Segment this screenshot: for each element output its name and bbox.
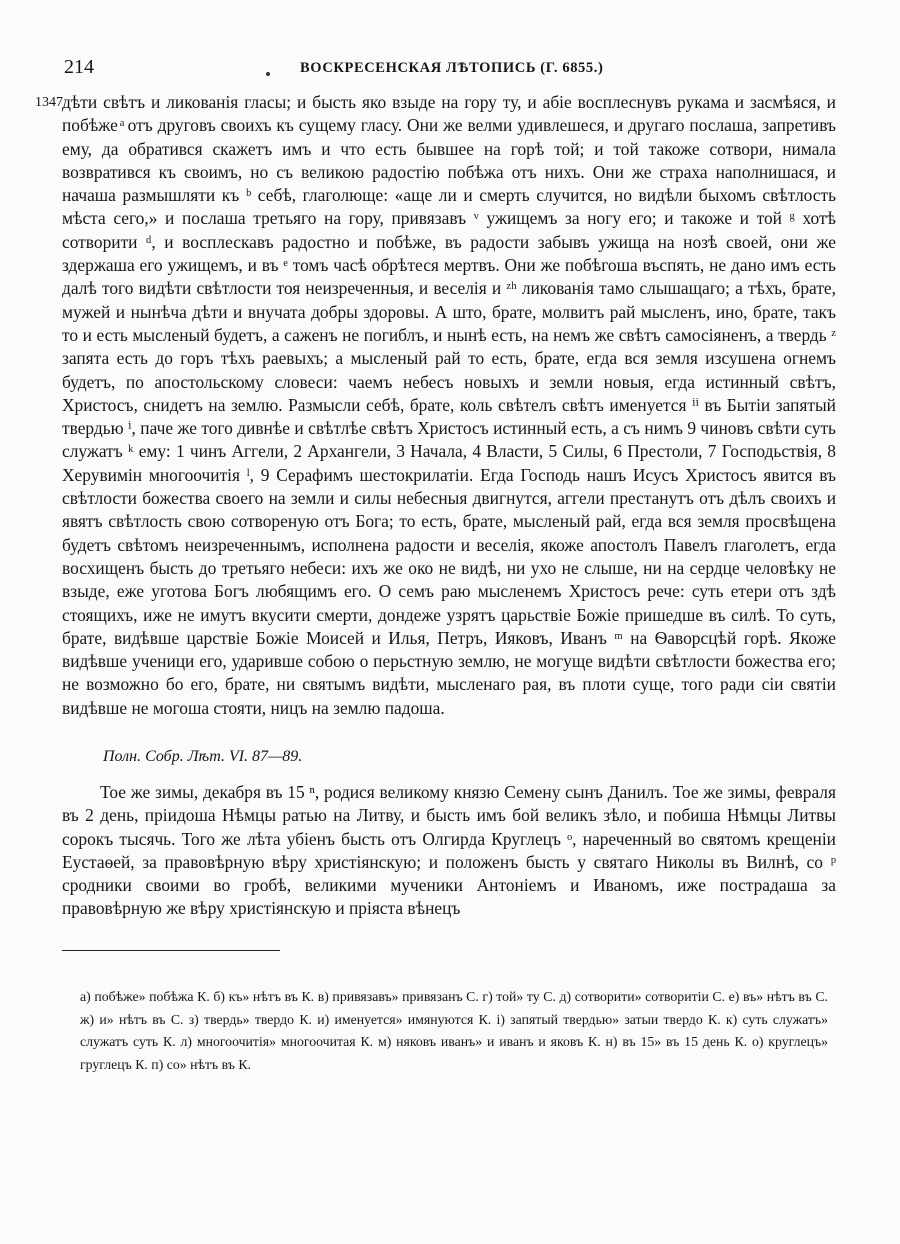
header-dot bbox=[266, 72, 270, 76]
source-citation: Полн. Собр. Лѣт. VI. 87—89. bbox=[103, 748, 303, 765]
footnotes: а) побѣже» побѣжа К. б) къ» нѣтъ въ К. в) привязавъ» привязанъ С. г) той» ту С. д) сотворити» сотворитіи С. е) въ» нѣтъ въ С. ж) и» нѣтъ въ С. з) твердь» твердо К. и) именуется» имянуются К. і) запятый твердью» затыи твердо К. к) суть служатъ» служатъ суть К. л) многоочитія» многоочитая К. м) няковъ иванъ» и иванъ и яковъ К. н) въ 15» въ 15 день К. о) круглецъ» груглецъ К. п) со» нѣтъ въ К. bbox=[80, 989, 828, 1072]
main-text bbox=[62, 91, 836, 720]
running-title: ВОСКРЕСЕНСКАЯ ЛѢТОПИСЬ (Г. 6855.) bbox=[300, 60, 604, 76]
second-text bbox=[62, 781, 836, 921]
second-paragraph: Тое же зимы, декабря въ 15 ⁿ, родися великому князю Семену сынъ Данилъ. Тое же зимы, февраля въ 2 день, пріидоша Нѣмцы ратью на Литву, и бысть имъ бой великъ зѣло, и побиша Нѣмцы Литвы сорокъ тысячь. Того же лѣта убіенъ бысть отъ Олгирда Круглецъ ᵒ, нареченный во святомъ крещеніи Еустаѳей, за правовѣрную вѣру христіянскую; и положенъ бысть у святаго Николы въ Вилнѣ, со ᵖ сродники своими во гробѣ, великими мученики Антоніемъ и Иваномъ, иже пострадаша за правовѣрную же вѣру христіянскую и пріяста вѣнецъ bbox=[62, 782, 836, 919]
year-marker: 1347 bbox=[35, 95, 63, 110]
page-number: 214 bbox=[64, 56, 94, 78]
footnote-divider bbox=[62, 950, 280, 951]
main-paragraph: дѣти свѣтъ и ликованія гласы; и бысть яко взыде на гору ту, и абіе восплеснувъ рукама и засмѣяся, и побѣже ͣ отъ друговъ своихъ къ сущему гласу. Они же велми удивлешеся, и другаго послаша, запретивъ ему, да обратився скажетъ имъ и что есть бывшее на горѣ той; и той такоже сотвори, нимала возвратився къ своимъ, но съ великою радостію побѣжа отъ нихъ. Они же страха наполнишася, и начаша размышляти къ ᵇ себѣ, глаголюще: «аще ли и смерть случится, но видѣли быхомъ свѣтлость мѣста сего,» и послаша третьяго на гору, привязавъ ᵛ ужищемъ за ногу его; и такоже и той ᵍ хотѣ сотворити ᵈ, и восплескавъ радостно и побѣже, въ радости забывъ ужища на нозѣ своей, они же здержаша его ужищемъ, и въ ᵉ томъ часѣ обрѣтеся мертвъ. Они же побѣгоша въспять, не дано имъ есть далѣ того видѣти свѣтлости тоя неизреченныя, и веселія и ᶻʰ ликованія тамо слышащаго; а тѣхъ, брате, мужей и нынѣча дѣти и внучата добры здоровы. А што, брате, молвитъ рай мысленъ, ино, брате, такъ то и есть мысленый будетъ, а саженъ не погиблъ, и нынѣ есть, на немъ же свѣтъ самосіяненъ, а твердь ᶻ запята есть до горъ тѣхъ раевыхъ; а мысленый рай то есть, брате, егда вся земля изсушена огнемъ будетъ, по апостольскому словеси: чаемъ небесъ новыхъ и земли новыя, егда истинный свѣтъ, Христосъ, снидетъ на землю. Размысли себѣ, брате, коль свѣтелъ свѣтъ именуется ⁱⁱ въ Бытіи запятый твердью ⁱ, паче же того дивнѣе и свѣтлѣе свѣтъ Христосъ истинный есть, а съ нимъ 9 чиновъ свѣти суть служатъ ᵏ ему: 1 чинъ Аггели, 2 Архангели, 3 Начала, 4 Власти, 5 Силы, 6 Престоли, 7 Господьствія, 8 Херувимін многоочитія ˡ, 9 Серафимъ шестокрилатіи. Егда Господь нашъ Исусъ Христосъ явится въ свѣтлости божества своего на земли и силы небесныя двигнутся, аггели престанутъ отъ дѣлъ своихъ и явятъ свѣтлость свою сотвореную отъ Бога; то есть, брате, мысленый рай, егда вся земля просвѣщена будетъ свѣтомъ неизреченнымъ, исполнена радости и веселія, якоже апостолъ Павелъ глаголетъ, егда восхищенъ бысть до третьяго небеси: ихъ же око не видѣ, ни ухо не слыше, ни на сердце человѣку не взыде, еже уготова Богъ любящимъ его. О семъ раю мысленемъ Христосъ рече: суть етери отъ здѣ стоящихъ, иже не имутъ вкусити смерти, дондеже узрятъ царьствіе Божіе пришедше въ силѣ. То суть, брате, видѣвше царствіе Божіе Моисей и Илья, Петръ, Ияковъ, Иванъ ᵐ на Ѳаворсцѣй горѣ. Якоже видѣвше ученици его, ударивше собою о перьстную землю, не могуще видѣти свѣтлости божества его; не возможно бо его, брате, ни святымъ видѣти, мысленаго рая, въ плоти суще, того ради сіи святіи видѣвше не могоша стояти, ницъ на землю падоша. bbox=[62, 92, 836, 718]
page-header bbox=[64, 56, 836, 82]
